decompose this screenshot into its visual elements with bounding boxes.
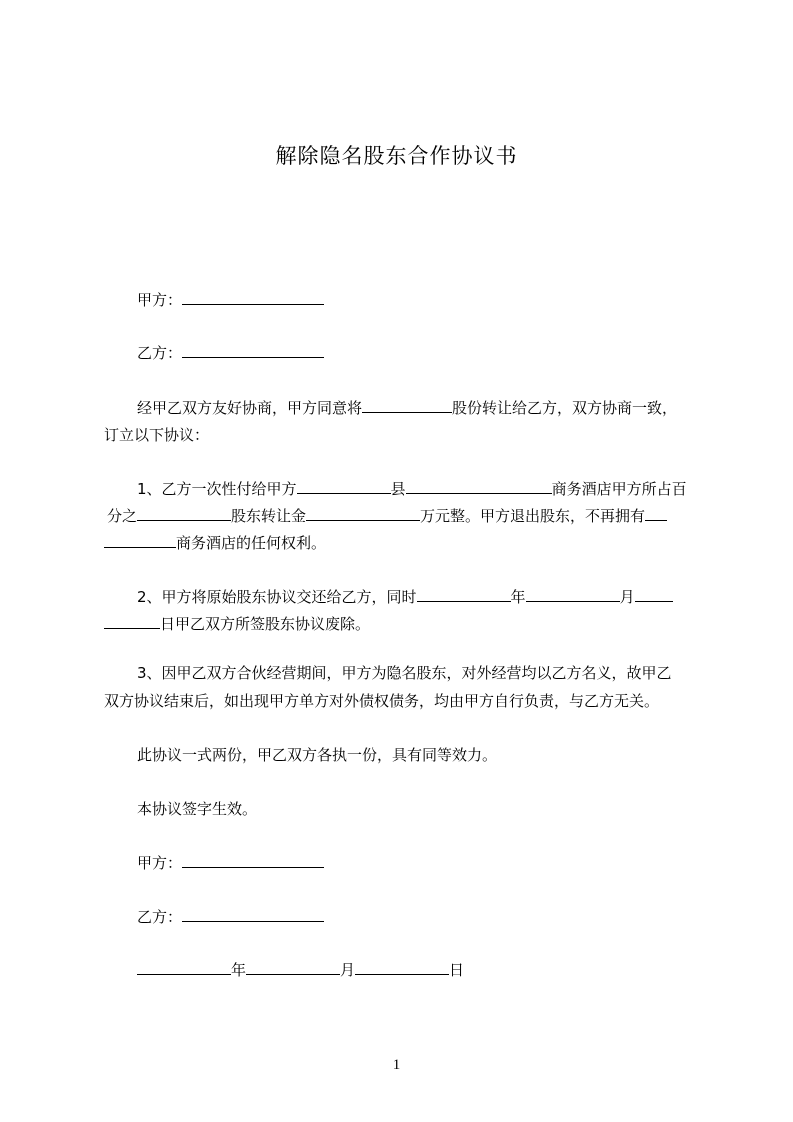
clause2-line-2 xyxy=(104,613,370,635)
clause1-text-3: 商务酒店甲方所占百 xyxy=(551,480,687,498)
clause3-line-2: 双方协议结束后，如出现甲方单方对外债权债务，均由甲方自行负责，与乙方无关。 xyxy=(104,692,660,710)
date-day-label: 日 xyxy=(449,961,465,979)
clause2-line-1 xyxy=(137,586,673,608)
sign-party-b-label: 乙方： xyxy=(137,908,183,926)
clause1-hotel-name-blank-b xyxy=(104,533,176,548)
date-year-blank xyxy=(137,960,231,975)
clause3-line-1: 3、因甲乙双方合伙经营期间，甲方为隐名股东，对外经营均以乙方名义，故甲乙 xyxy=(137,664,672,682)
page-number: 1 xyxy=(392,1057,401,1073)
clause1-hotel-blank xyxy=(406,479,552,494)
party-b-label: 乙方： xyxy=(137,344,183,362)
sign-party-b-line xyxy=(137,906,324,928)
clause1-line-1 xyxy=(137,478,687,500)
clause2-text-1: 2、甲方将原始股东协议交还给乙方，同时 xyxy=(137,588,417,606)
clause1-text-1: 1、乙方一次性付给甲方 xyxy=(137,480,297,498)
document-title: 解除隐名股东合作协议书 xyxy=(275,144,518,168)
party-a-blank xyxy=(182,290,324,305)
party-b-line xyxy=(137,342,324,364)
party-b-blank xyxy=(182,343,324,358)
clause1-line-3 xyxy=(104,532,326,554)
clause1-price-blank xyxy=(306,506,420,521)
clause1-hotel-name-blank-a xyxy=(645,506,667,521)
sign-party-b-blank xyxy=(182,907,324,922)
sign-party-a-label: 甲方： xyxy=(137,854,183,872)
clause1-text-6: 万元整。甲方退出股东，不再拥有 xyxy=(420,507,646,525)
clause1-text-7: 商务酒店的任何权利。 xyxy=(176,534,327,552)
clause2-month-blank xyxy=(526,587,620,602)
clause1-amount-blank xyxy=(297,479,391,494)
clause2-year-blank xyxy=(417,587,511,602)
intro-line-2: 订立以下协议： xyxy=(104,426,210,444)
date-day-blank xyxy=(355,960,449,975)
sign-party-a-line xyxy=(137,852,324,874)
effective-statement: 本协议签字生效。 xyxy=(137,800,258,818)
party-a-label: 甲方： xyxy=(137,291,183,309)
clause1-line-2 xyxy=(107,505,667,527)
clause1-text-2: 县 xyxy=(390,480,406,498)
clause2-month-label: 月 xyxy=(619,588,635,606)
date-line xyxy=(137,959,464,981)
clause2-day-blank-b xyxy=(104,614,160,629)
clause1-text-4: 分之 xyxy=(107,507,138,525)
clause2-year-label: 年 xyxy=(510,588,526,606)
intro-text-2: 股份转让给乙方，双方协商一致， xyxy=(452,399,678,417)
date-month-blank xyxy=(246,960,340,975)
sign-party-a-blank xyxy=(182,853,324,868)
copies-statement: 此协议一式两份，甲乙双方各执一份，具有同等效力。 xyxy=(137,746,498,764)
intro-text-1: 经甲乙双方友好协商，甲方同意将 xyxy=(137,399,363,417)
date-month-label: 月 xyxy=(340,961,356,979)
intro-shares-blank xyxy=(362,398,452,413)
clause2-day-blank-a xyxy=(635,587,673,602)
clause1-text-5: 股东转让金 xyxy=(231,507,307,525)
clause2-text-2: 日甲乙双方所签股东协议废除。 xyxy=(160,615,371,633)
intro-line-1 xyxy=(137,397,677,419)
date-year-label: 年 xyxy=(231,961,247,979)
clause1-percent-blank xyxy=(137,506,231,521)
party-a-line xyxy=(137,289,324,311)
